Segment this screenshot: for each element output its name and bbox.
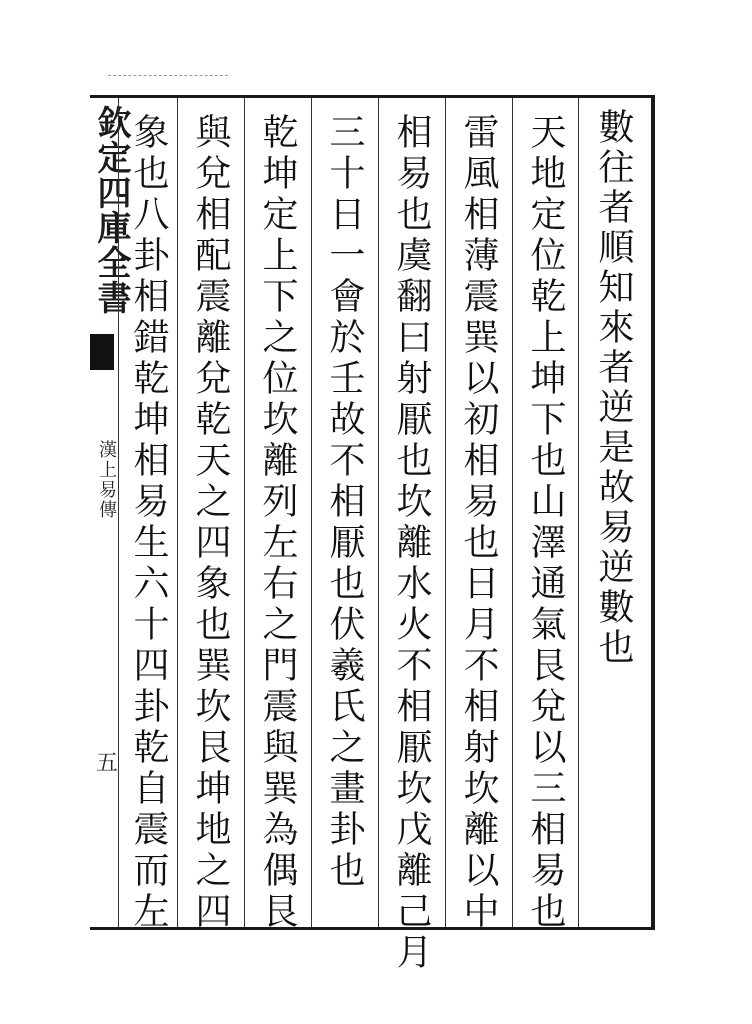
text-column-1: 數往者順知來者逆是故易逆數也 (593, 108, 634, 668)
text-column-2: 天地定位乾上坤下也山澤通氣艮兌以三相易也 (525, 113, 566, 933)
column-rule (578, 98, 579, 927)
column-rule (177, 98, 178, 927)
text-column-7: 與兌相配震離兌乾天之四象也巽坎艮坤地之四 (190, 113, 231, 933)
text-column-3: 雷風相薄震巽以初相易也日月不相射坎離以中 (458, 113, 499, 933)
fish-tail-mark (90, 334, 114, 370)
column-rule (378, 98, 379, 927)
page-frame (90, 95, 655, 930)
text-column-5: 三十日一會於壬故不相厭也伏羲氏之畫卦也 (324, 113, 365, 892)
column-rule (445, 98, 446, 927)
margin-title: 欽定四庫全書 (91, 105, 131, 315)
margin-book-title: 漢上易傳 (96, 440, 117, 520)
text-column-6: 乾坤定上下之位坎離列左右之門震與巽為偶艮 (257, 113, 298, 933)
column-rule (512, 98, 513, 927)
column-rule (244, 98, 245, 927)
text-column-8: 象也八卦相錯乾坤相易生六十四卦乾自震而左 (128, 113, 169, 933)
margin-dash (108, 75, 228, 76)
text-column-4: 相易也虞翻曰射厭也坎離水火不相厭坎戊離己月 (391, 113, 432, 974)
column-rule (118, 98, 119, 927)
column-rule (311, 98, 312, 927)
margin-page-number: 五 (96, 751, 119, 776)
